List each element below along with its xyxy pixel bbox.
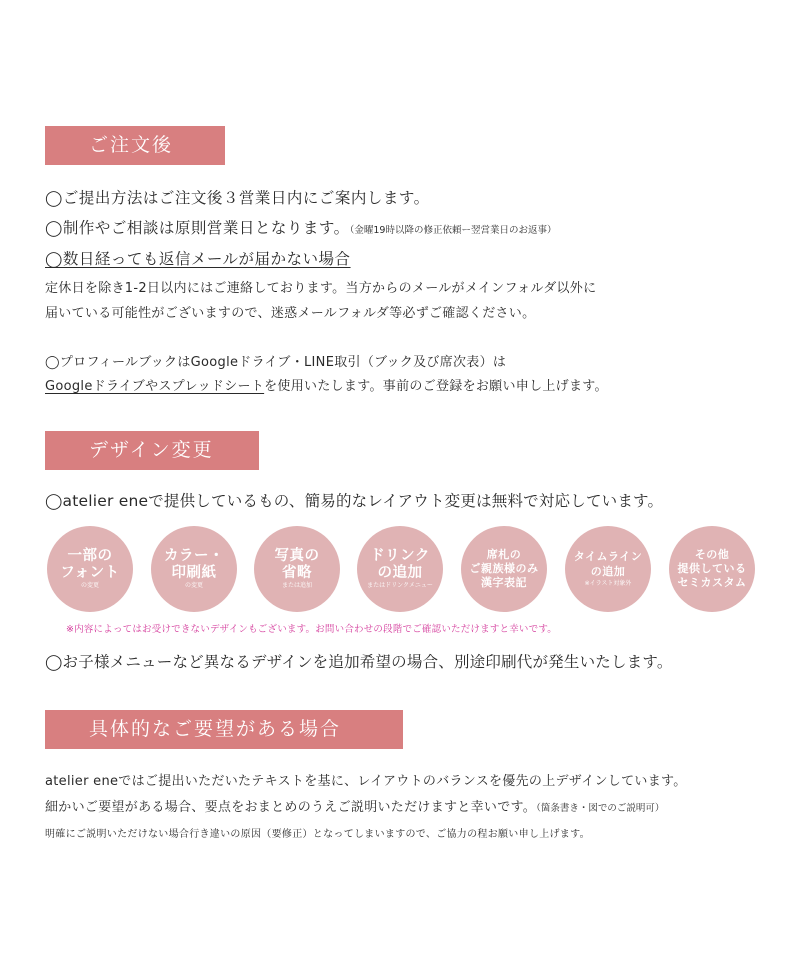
section-title-design-change: デザイン変更	[45, 431, 259, 470]
text-submission-method: ◯ご提出方法はご注文後３営業日内にご案内します。	[45, 189, 430, 207]
option-other-semicustom-main: その他 提供している セミカスタム	[677, 547, 747, 590]
option-drink-sub: またはドリンクメニュー	[367, 582, 433, 590]
text-profile-book: ◯プロフィールブックはGoogleドライブ・LINE取引（ブック及び席次表）は	[45, 355, 507, 370]
text-google-drive-underlined: Googleドライブやスプレッドシート	[45, 379, 265, 394]
warning-note: ※内容によってはお受けできないデザインもございます。お問い合わせの段階でご確認いただけますと幸いです。	[66, 624, 557, 635]
option-other-semicustom	[669, 526, 755, 612]
text-detailed-requests	[45, 796, 664, 815]
option-drink-main: ドリンク の追加	[370, 547, 430, 581]
option-timeline	[565, 526, 651, 612]
option-timeline-main: タイムライン の追加	[573, 550, 643, 578]
text-no-reply-body-2: 届いている可能性がございますので、迷惑メールフォルダ等必ずご確認ください。	[45, 306, 536, 321]
text-no-reply-body-1: 定休日を除き1-2日以内にはご連絡しております。当方からのメールがメインフォルダ以外に	[45, 281, 597, 296]
text-no-reply-heading: ◯数日経っても返信メールが届かない場合	[45, 250, 351, 268]
text-business-days-note: （金曜19時以降の修正依頼ー翌営業日のお返事）	[349, 225, 557, 236]
option-place-card	[461, 526, 547, 612]
option-color-paper-main: カラー・ 印刷紙	[164, 547, 224, 581]
text-free-layout-change: ◯atelier eneで提供しているもの、簡易的なレイアウト変更は無料で対応しています。	[45, 492, 664, 510]
option-color-paper-sub: の変更	[184, 582, 203, 590]
option-photo-sub: または追加	[281, 582, 312, 590]
text-cooperation: 明確にご説明いただけない場合行き違いの原因（要修正）となってしまいますので、ご協力の程お願い申し上げます。	[45, 829, 590, 840]
text-google-drive	[45, 375, 608, 394]
option-font-change-sub: の変更	[80, 582, 99, 590]
text-detailed-requests-main: 細かいご要望がある場合、要点をおまとめのうえご説明いただけますと幸いです。	[45, 800, 537, 815]
text-kids-menu: ◯お子様メニューなど異なるデザインを追加希望の場合、別途印刷代が発生いたします。	[45, 653, 673, 671]
text-business-days-main: ◯制作やご相談は原則営業日となります。	[45, 219, 350, 237]
option-drink	[357, 526, 443, 612]
option-color-paper	[151, 526, 237, 612]
design-options	[47, 526, 757, 614]
section-title-after-order: ご注文後	[45, 126, 225, 165]
text-google-drive-rest: を使用いたします。事前のご登録をお願い申し上げます。	[264, 379, 608, 394]
option-photo	[254, 526, 340, 612]
option-font-change	[47, 526, 133, 612]
option-timeline-sub: ※イラスト対象外	[584, 579, 632, 587]
option-photo-main: 写真の 省略	[274, 547, 320, 581]
text-detailed-requests-note: （箇条書き・図でのご説明可）	[536, 803, 665, 814]
option-font-change-main: 一部の フォント	[60, 547, 120, 581]
option-place-card-main: 席札の ご親族様のみ 漢字表記	[469, 547, 539, 590]
section-title-specific-requests: 具体的なご要望がある場合	[45, 710, 403, 749]
text-layout-balance: atelier eneではご提出いただいたテキストを基に、レイアウトのバランスを優先の上デザインしています。	[45, 774, 687, 789]
text-business-days	[45, 216, 556, 238]
